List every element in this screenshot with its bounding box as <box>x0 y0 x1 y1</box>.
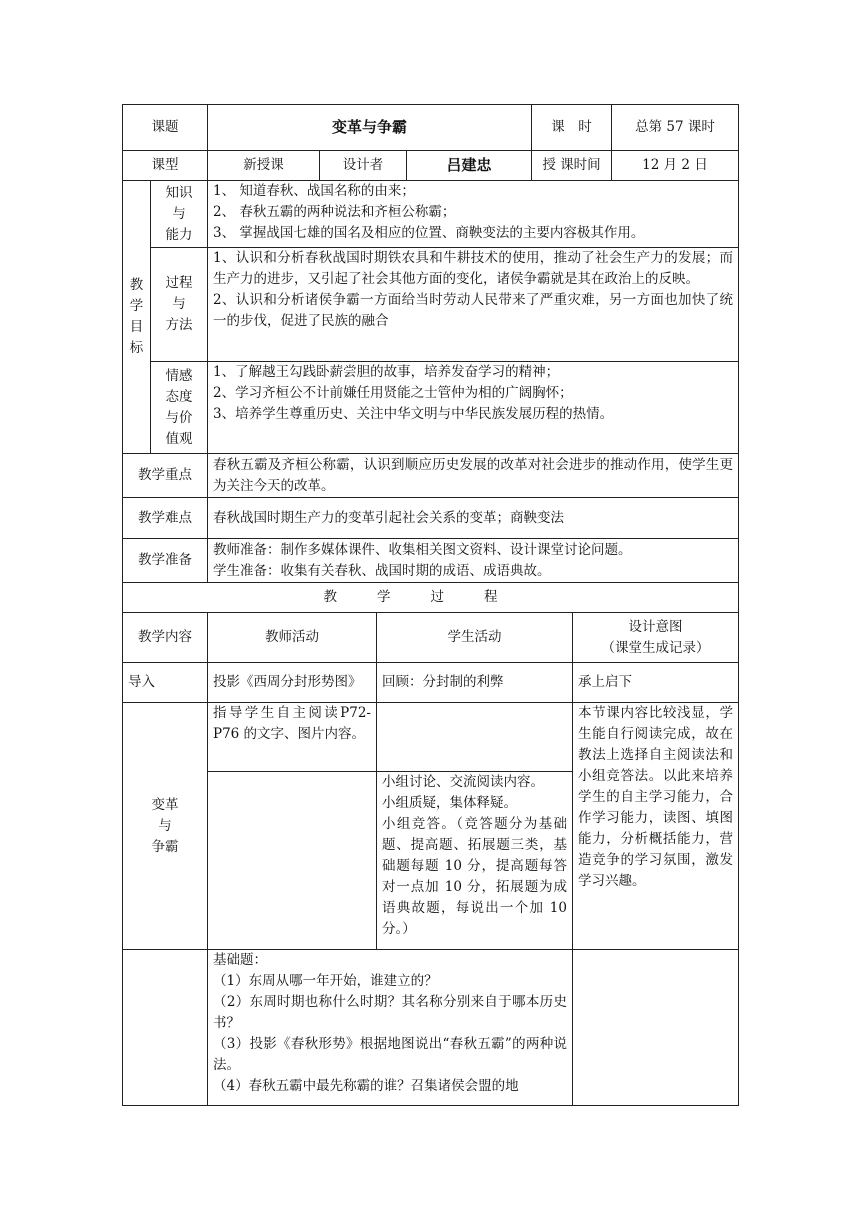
designer-label: 设计者 <box>320 151 407 181</box>
key-points-text: 春秋五霸及齐桓公称霸，认识到顺应历史发展的改革对社会进步的推动作用，使学生更为关注今天的改革。 <box>208 454 739 498</box>
designer-value: 吕建忠 <box>407 151 532 181</box>
main-teacher-activity: 指导学生自主阅读P72-P76 的文字、图片内容。 <box>208 703 377 772</box>
objectives-label: 教 学 目 标 <box>123 181 151 454</box>
lesson-header-table <box>122 104 739 181</box>
type-value: 新授课 <box>208 151 320 181</box>
date-value: 12 月 2 日 <box>612 151 739 181</box>
student-preparation: 学生准备：收集有关春秋、战国时期的成语、成语典故。 <box>213 562 551 579</box>
basic-questions <box>208 950 573 1106</box>
teacher-preparation: 教师准备：制作多媒体课件、收集相关图文资料、设计课堂讨论问题。 <box>213 541 632 558</box>
date-label: 授 课时间 <box>532 151 612 181</box>
process-content <box>208 248 739 362</box>
preparation-content <box>208 539 739 583</box>
emotion-label: 情感 态度 与价 值观 <box>151 362 208 454</box>
knowledge-item: 2、 春秋五霸的两种说法和齐桓公称霸； <box>213 204 456 220</box>
intro-teacher: 投影《西周分封形势图》 <box>208 663 377 703</box>
basic-question: 基础题： <box>213 952 267 968</box>
main-design-intent: 本节课内容比较浅显，学生能自行阅读完成，故在教法上选择自主阅读法和小组竞答法。以此来培养学生的自主学习能力，合作学习能力，读图、填图能力，分析概括能力，营造竞争的学习氛围，激发学习兴趣。 <box>573 703 739 950</box>
process-item: 1、认识和分析春秋战国时期铁农具和牛耕技术的使用，推动了社会生产力的发展；而生产力的进步，又引起了社会其他方面的变化，诸侯争霸就是其在政治上的反映。 <box>213 250 733 287</box>
process-item: 2、认识和分析诸侯争霸一方面给当时劳动人民带来了严重灾难，另一方面也加快了统一的步伐，促进了民族的融合 <box>213 292 733 329</box>
intro-intent: 承上启下 <box>573 663 739 703</box>
emotion-content <box>208 362 739 454</box>
knowledge-item: 3、 掌握战国七雄的国名及相应的位置、商鞅变法的主要内容极其作用。 <box>213 225 645 241</box>
topic-value: 变革与争霸 <box>208 105 532 151</box>
hours-value: 总第 57 课时 <box>612 105 739 151</box>
process-table <box>122 612 739 1106</box>
difficulties-text: 春秋战国时期生产力的变革引起社会关系的变革；商鞅变法 <box>208 498 739 539</box>
objectives-table <box>122 180 739 613</box>
basic-question: （2）东周时期也称什么时期？其名称分别来自于哪本历史书？ <box>213 994 567 1031</box>
intro-student: 回顾：分封制的利弊 <box>377 663 573 703</box>
design-intent-header: 设计意图 （课堂生成记录） <box>573 613 739 663</box>
emotion-item: 2、学习齐桓公不计前嫌任用贤能之士管仲为相的广阔胸怀； <box>213 385 573 401</box>
main-student-activity: 小组讨论、交流阅读内容。 小组质疑，集体释疑。 小组竞答。（竞答题分为基础题、提高题、拓展题三类，基础题每题 10 分，提高题每答对一点加 10 分，拓展题为成语典故题，每说出一个加 10 分。） <box>377 772 573 950</box>
basic-question: （3）投影《春秋形势》根据地图说出“春秋五霸”的两种说法。 <box>213 1036 567 1073</box>
key-points-label: 教学重点 <box>123 454 208 498</box>
knowledge-content <box>208 181 739 248</box>
hours-label: 课 时 <box>532 105 612 151</box>
basic-question: （4）春秋五霸中最先称霸的谁？召集诸侯会盟的地 <box>213 1078 519 1094</box>
teacher-activity-header: 教师活动 <box>208 613 377 663</box>
content-header: 教学内容 <box>123 613 208 663</box>
knowledge-label: 知识 与 能力 <box>151 181 208 248</box>
type-label: 课型 <box>123 151 208 181</box>
main-student-activity-empty <box>377 703 573 772</box>
main-teacher-activity-empty <box>208 772 377 950</box>
emotion-item: 3、培养学生尊重历史、关注中华文明与中华民族发展历程的热情。 <box>213 406 614 422</box>
main-section-content: 变革 与 争霸 <box>123 703 208 950</box>
preparation-label: 教学准备 <box>123 539 208 583</box>
student-activity-header: 学生活动 <box>377 613 573 663</box>
basic-row-intent <box>573 950 739 1106</box>
difficulties-label: 教学难点 <box>123 498 208 539</box>
process-heading: 教学过程 <box>123 583 739 613</box>
knowledge-item: 1、 知道春秋、战国名称的由来； <box>213 183 415 199</box>
emotion-item: 1、了解越王勾践卧薪尝胆的故事，培养发奋学习的精神； <box>213 364 560 380</box>
topic-label: 课题 <box>123 105 208 151</box>
basic-row-content <box>123 950 208 1106</box>
intro-content: 导入 <box>123 663 208 703</box>
basic-question: （1）东周从哪一年开始，谁建立的？ <box>213 973 438 989</box>
lesson-plan-sheet <box>122 104 738 1106</box>
process-label: 过程 与 方法 <box>151 248 208 362</box>
